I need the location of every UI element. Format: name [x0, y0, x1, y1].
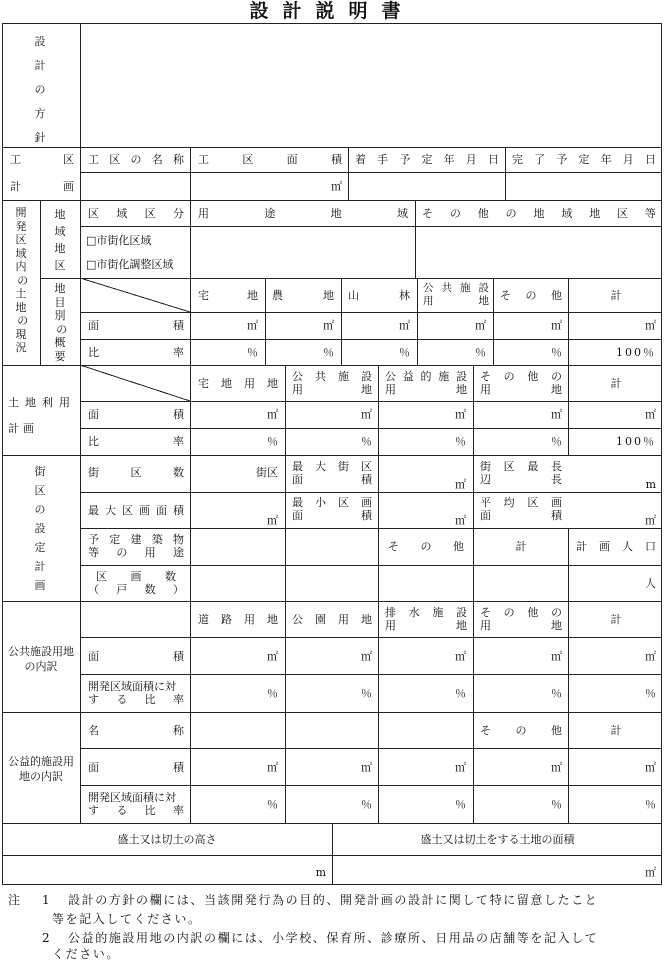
chiiki-label: 地 域 地 区	[54, 208, 66, 272]
ben-area-unit-1: ㎡	[267, 761, 278, 774]
benefit-other-header: そ の 他	[480, 724, 562, 737]
land-area-row-label: 面 積	[88, 408, 184, 421]
max-block-area-label: 最 大 街 区 面 積	[292, 460, 372, 486]
ben-area-unit-5: ㎡	[645, 761, 656, 774]
dev-col-sonota: そ の 他	[500, 289, 562, 302]
pub-area-unit-5: ㎡	[645, 650, 656, 663]
avg-lot-area-unit: ㎡	[645, 514, 656, 527]
dev-area-label: 開 発 区 域 内 の 土 地 の 現 況	[15, 206, 29, 354]
land-col-takuchi: 宅 地 用 地	[198, 377, 278, 390]
land-rate-unit-2: ％	[361, 435, 372, 448]
block-count-unit: 街区	[256, 466, 278, 479]
block-other-label: そ の 他	[388, 540, 464, 553]
ben-ratio-unit-3: ％	[455, 798, 466, 811]
dev-area-unit-1: ㎡	[247, 319, 258, 332]
benefit-total-header: 計	[610, 724, 622, 737]
population-unit: 人	[645, 577, 656, 590]
land-rate-unit-4: ％	[551, 435, 562, 448]
land-rate-unit-1: ％	[267, 435, 278, 448]
kouku-label-1: 工 区	[10, 153, 74, 166]
min-lot-area-unit: ㎡	[455, 514, 466, 527]
dev-rate-unit-3: ％	[399, 346, 410, 359]
max-block-area-unit: ㎡	[455, 478, 466, 491]
dev-rate-unit-5: ％	[551, 346, 562, 359]
planned-population-label: 計 画 人 口	[576, 540, 656, 553]
land-col-koeki: 公 益 的 施 設 用 地	[385, 370, 467, 396]
ben-ratio-unit-4: ％	[551, 798, 562, 811]
note-2-number: 2	[42, 931, 50, 945]
benefit-name-row-label: 名 称	[88, 724, 184, 737]
land-area-unit-1: ㎡	[267, 408, 278, 421]
kubun-header: 区 域 区 分	[88, 207, 184, 220]
form-title: 設計説明書	[249, 0, 415, 22]
kouku-area-header: 工 区 面 積	[198, 153, 342, 166]
dev-col-sanrin: 山 林	[348, 289, 410, 302]
option-chousei[interactable]: □市街化調整区域	[86, 258, 174, 271]
land-area-unit-3: ㎡	[455, 408, 466, 421]
kouku-name-header: 工 区 の 名 称	[88, 153, 184, 166]
dev-area-unit-6: ㎡	[645, 319, 656, 332]
dev-area-row-label: 面 積	[88, 319, 184, 332]
public-facility-label: 公共施設用地の内訳	[8, 645, 74, 673]
youto-header: 用 途 地 域	[198, 207, 408, 220]
pub-ratio-unit-2: ％	[361, 687, 372, 700]
max-lot-area-label: 最 大 区 画 面 積	[88, 504, 184, 517]
pub-area-unit-2: ㎡	[361, 650, 372, 663]
note-2-line-2: ください。	[52, 947, 121, 961]
ben-ratio-unit-2: ％	[361, 798, 372, 811]
dev-rate-unit-2: ％	[323, 346, 334, 359]
dev-rate-row-label: 比 率	[88, 346, 184, 359]
block-total-label: 計	[515, 540, 527, 553]
policy-label: 設 計 の 方 針	[34, 35, 46, 144]
end-date-header: 完 了 予 定 年 月 日	[512, 153, 656, 166]
land-col-sonota: そ の 他 の 用 地	[480, 370, 562, 396]
option-shigaika[interactable]: □市街化区域	[86, 234, 152, 247]
land-area-unit-2: ㎡	[361, 408, 372, 421]
dev-area-unit-3: ㎡	[399, 319, 410, 332]
ben-area-unit-3: ㎡	[455, 761, 466, 774]
note-1-number: 1	[42, 893, 50, 907]
ben-area-unit-2: ㎡	[361, 761, 372, 774]
notes-label: 注	[8, 893, 21, 907]
sonota-chiiki-header: そ の 他 の 地 域 地 区 等	[422, 207, 656, 220]
pub-col-other: そ の 他 の 用 地	[480, 606, 562, 632]
benefit-area-row-label: 面 積	[88, 761, 184, 774]
note-1-line-2: 等を記入してください。	[52, 912, 202, 926]
pub-col-drain: 排 水 施 設 用 地	[385, 606, 467, 632]
dev-rate-unit-1: ％	[247, 346, 258, 359]
dev-rate-total: 100％	[616, 346, 656, 359]
land-col-total: 計	[610, 377, 622, 390]
dev-col-kokyo: 公 共 施 設 用 地	[423, 282, 489, 307]
fill-height-unit: m	[315, 866, 326, 879]
block-plan-label: 街 区 の 設 定 計 画	[34, 465, 46, 592]
dev-rate-unit-4: ％	[475, 346, 486, 359]
dev-col-total: 計	[610, 289, 622, 302]
land-rate-total: 100％	[616, 435, 656, 448]
pub-col-road: 道 路 用 地	[198, 613, 278, 626]
benefit-facility-label: 公益的施設用地の内訳	[8, 755, 74, 783]
fill-area-unit: ㎡	[645, 866, 656, 879]
longest-side-label: 街 区 最 長 辺 長	[480, 460, 562, 486]
dev-area-unit-5: ㎡	[551, 319, 562, 332]
land-use-label: 土地利用計画	[8, 396, 74, 435]
note-1-line-1: 設計の方針の欄には、当該開発行為の目的、開発計画の設計に関して特に留意したこと	[68, 893, 599, 907]
pub-col-park: 公 園 用 地	[292, 613, 372, 626]
fill-area-header: 盛土又は切土をする土地の面積	[420, 833, 575, 846]
longest-side-unit: m	[645, 478, 656, 491]
dev-col-takuchi: 宅 地	[198, 289, 258, 302]
planned-use-label: 予 定 建 築 物 等 の 用 途	[88, 533, 184, 559]
dev-col-nouchi: 農 地	[272, 289, 334, 302]
chimoku-label: 地 目 別 の 概 要	[54, 282, 68, 363]
land-rate-unit-3: ％	[455, 435, 466, 448]
ben-ratio-unit-1: ％	[267, 798, 278, 811]
pub-ratio-unit-5: ％	[645, 687, 656, 700]
ben-ratio-unit-5: ％	[645, 798, 656, 811]
benefit-ratio-row-label: 開発区域面積に対 す る 比 率	[88, 791, 184, 817]
policy-field[interactable]	[82, 25, 660, 145]
kouku-area-unit: ㎡	[331, 180, 342, 193]
land-col-kokyo: 公 共 施 設 用 地	[292, 370, 372, 396]
pub-area-unit-3: ㎡	[455, 650, 466, 663]
max-lot-area-unit: ㎡	[267, 514, 278, 527]
land-area-unit-4: ㎡	[551, 408, 562, 421]
start-date-header: 着 手 予 定 年 月 日	[355, 153, 499, 166]
block-count-label: 街 区 数	[88, 466, 184, 479]
lot-count-label: 区 画 数 （ 戸 数 ）	[88, 570, 184, 596]
fill-height-header: 盛土又は切土の高さ	[117, 833, 217, 846]
pub-col-total: 計	[610, 613, 622, 626]
avg-lot-area-label: 平 均 区 画 面 積	[480, 496, 562, 522]
pub-ratio-unit-4: ％	[551, 687, 562, 700]
pub-ratio-row-label: 開発区域面積に対 す る 比 率	[88, 680, 184, 706]
pub-ratio-unit-1: ％	[267, 687, 278, 700]
pub-area-unit-4: ㎡	[551, 650, 562, 663]
kouku-label-2: 計 画	[10, 180, 74, 193]
pub-ratio-unit-3: ％	[455, 687, 466, 700]
pub-area-row-label: 面 積	[88, 650, 184, 663]
min-lot-area-label: 最 小 区 画 面 積	[292, 496, 372, 522]
land-area-unit-5: ㎡	[645, 408, 656, 421]
dev-area-unit-4: ㎡	[475, 319, 486, 332]
pub-area-unit-1: ㎡	[267, 650, 278, 663]
land-rate-row-label: 比 率	[88, 435, 184, 448]
note-2-line-1: 公益的施設用地の内訳の欄には、小学校、保育所、診療所、日用品の店舗等を記入して	[68, 931, 599, 945]
dev-area-unit-2: ㎡	[323, 319, 334, 332]
ben-area-unit-4: ㎡	[551, 761, 562, 774]
